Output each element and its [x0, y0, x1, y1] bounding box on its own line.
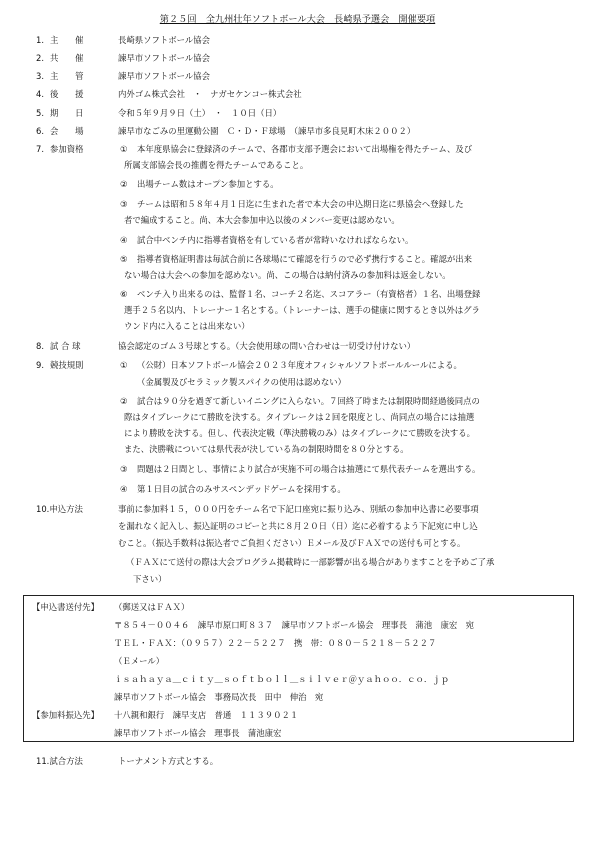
section-label: 11.試合方法: [36, 756, 83, 766]
item-line: 所属支部協会長の推薦を得たチームであること。: [124, 160, 309, 170]
item-marker: ④: [120, 235, 128, 245]
send-to-label: 【申込書送付先】: [32, 602, 99, 612]
section-value: 諫早市なごみの里運動公園 Ｃ・Ｄ・Ｆ球場 （諫早市多良見町木床２００２）: [118, 126, 416, 136]
item-line: ない場合は大会への参加を認めない。尚、この場合は納付済みの参加料は返金しない。: [124, 270, 451, 280]
document-title: 第２５回 全九州壮年ソフトボール大会 長崎県予選会 開催要項: [159, 14, 436, 25]
section-number: 4.: [36, 89, 44, 99]
item-marker: ⑥: [120, 289, 128, 299]
item-line: 指導者資格証明書は毎試合前に各球場にて確認を行うので必ず携行すること。確認が出来: [137, 254, 472, 264]
section-number: 1.: [36, 35, 44, 45]
staff-contact: 諫早市ソフトボール協会 事務局次長 田中 伸治 宛: [114, 692, 324, 702]
application-line: 事前に参加料１５，０００円をチーム名で下記口座宛に振り込み、別紙の参加申込書に必要事項: [118, 504, 479, 514]
item-marker: ①: [120, 144, 128, 154]
item-marker: ④: [120, 484, 128, 494]
item-marker: ③: [120, 199, 128, 209]
section-value: トーナメント方式とする。: [118, 756, 219, 766]
section-number: 3.: [36, 71, 44, 81]
section-label: 後 援: [50, 89, 84, 99]
postal-address: 〒８５４－００４６ 諫早市原口町８３７ 諫早市ソフトボール協会 理事長 蒲池 康宏 宛: [114, 620, 474, 630]
item-marker: ①: [120, 360, 128, 370]
payment-label: 【参加料振込先】: [32, 710, 99, 720]
section-label: 試 合 球: [50, 341, 81, 351]
item-line: 問題は２日間とし、事情により試合が実施不可の場合は抽選にて県代表チームを選出する。: [137, 464, 481, 474]
section-value: 内外ゴム株式会社 ・ ナガセケンコー株式会社: [118, 89, 302, 99]
contact-box: [23, 595, 574, 742]
application-line: むこと。（振込手数料は振込者でご負担ください）Ｅメール及びＦＡＸでの送付も可とする。: [118, 538, 466, 548]
item-line: 試合中ベンチ内に指導者資格を有している者が常時いなければならない。: [137, 235, 414, 245]
item-marker: ②: [120, 396, 128, 406]
account-holder: 諫早市ソフトボール協会 理事長 蒲池康宏: [114, 728, 282, 738]
application-note: 下さい）: [133, 574, 167, 584]
section-label: 参加資格: [50, 144, 84, 154]
item-line: 出場チーム数はオープン参加とする。: [137, 179, 279, 189]
section-number: 5.: [36, 108, 44, 118]
item-line: （金属製及びセラミック製スパイクの使用は認めない）: [137, 377, 347, 387]
application-note: （ＦＡＸにて送付の際は大会プログラム掲載時に一部影響が出る場合がありますことを予めご了承: [126, 557, 495, 567]
section-label: 競技規則: [50, 360, 84, 370]
item-line: （公財）日本ソフトボール協会２０２３年度オフィシャルソフトボールルールによる。: [137, 360, 462, 370]
item-line: 選手２５名以内、トレーナー１名とする。（トレーナーは、選手の健康に関するとき以外はグラ: [124, 305, 480, 315]
item-line: 第１日目の試合のみサスペンデッドゲームを採用する。: [137, 484, 346, 494]
item-line: また、決勝戦については県代表が決している為の制限時間を８０分とする。: [124, 444, 409, 454]
section-label: 会 場: [50, 126, 84, 136]
section-label: 期 日: [50, 108, 84, 118]
section-value: 令和５年９月９日（土） ・ １０日（日）: [118, 108, 282, 118]
section-number: 2.: [36, 53, 44, 63]
section-label: 共 催: [50, 53, 84, 63]
section-label: 主 管: [50, 71, 84, 81]
email-label: （Ｅメール）: [114, 656, 165, 666]
section-number: 7.: [36, 144, 44, 154]
section-value: 長崎県ソフトボール協会: [118, 35, 210, 45]
item-line: ウンド内に入ることは出来ない）: [124, 321, 250, 331]
item-line: 本年度県協会に登録済のチームで、各郡市支部予選会において出場権を得たチーム、及び: [137, 144, 473, 154]
application-line: を漏れなく記入し、振込証明のコピーと共に８月２０日（日）迄に必着するよう下記宛に申し込: [118, 521, 478, 531]
item-line: 試合は９０分を過ぎて新しいイニングに入らない。７回終了時または制限時間経過後同点の: [137, 396, 480, 406]
item-line: 者で編成すること。尚、本大会参加申込以後のメンバー変更は認めない。: [124, 215, 400, 225]
item-marker: ⑤: [120, 254, 128, 264]
section-number: 9.: [36, 360, 44, 370]
section-value: 協会認定のゴム３号球とする。（大会使用球の問い合わせは一切受け付けない）: [118, 341, 416, 351]
section-number: 6.: [36, 126, 44, 136]
phone-fax: ＴＥＬ・ＦＡＸ：（０９５７）２２－５２２７ 携 帯：０８０－５２１８－５２２７: [114, 638, 437, 648]
section-label: 主 催: [50, 35, 84, 45]
item-line: 際はタイブレークにて勝敗を決する。タイブレークは２回を限度とし、尚同点の場合には抽選: [124, 412, 475, 422]
section-value: 諫早市ソフトボール協会: [118, 53, 210, 63]
item-marker: ②: [120, 179, 128, 189]
item-line: により勝敗を決する。但し、代表決定戦（準決勝戦のみ）はタイブレークにて勝敗を決する。: [124, 428, 475, 438]
item-line: ベンチ入り出来るのは、監督１名、コーチ２名迄、スコアラー（有資格者）１名、出場登録: [137, 289, 481, 299]
section-number: 8.: [36, 341, 44, 351]
section-value: 諫早市ソフトボール協会: [118, 71, 210, 81]
bank-account: 十八親和銀行 諫早支店 普通 １１３９０２１: [114, 710, 299, 720]
section-label: 10.申込方法: [36, 504, 83, 514]
item-marker: ③: [120, 464, 128, 474]
send-method: （郵送又はＦＡＸ）: [114, 602, 190, 612]
email-address: ｉｓａｈａｙａ＿ｃｉｔｙ＿ｓｏｆｔｂｏｌｌ＿ｓｉｌｖｅｒ＠ｙａｈｏｏ．ｃｏ．ｊｐ: [114, 674, 449, 684]
item-line: チームは昭和５８年４月１日迄に生まれた者で本大会の申込期日迄に県協会へ登録した: [137, 199, 464, 209]
